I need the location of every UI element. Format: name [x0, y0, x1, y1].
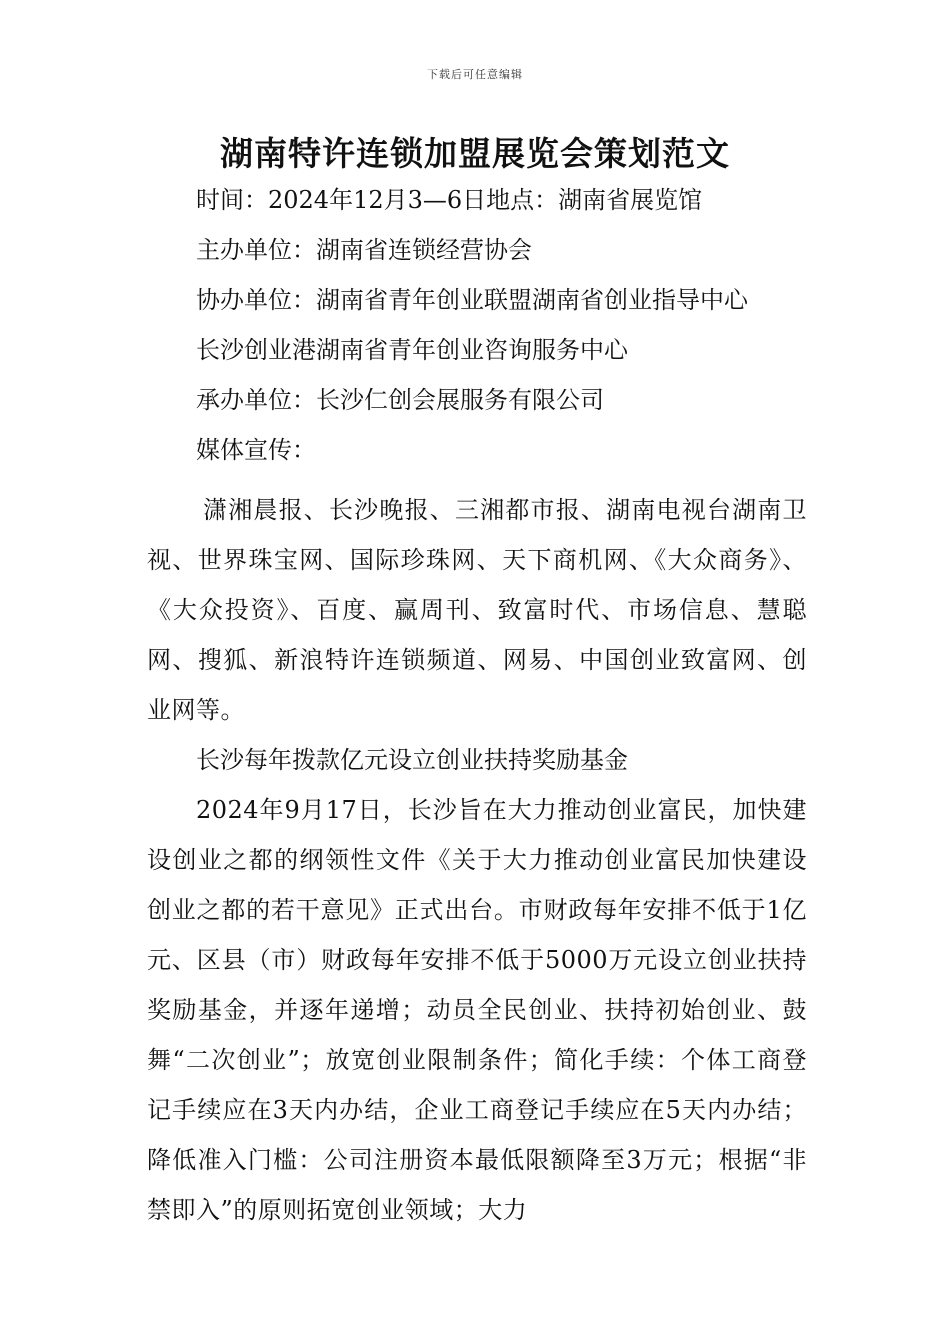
info-line-co-organizer-cont: 长沙创业港湖南省青年创业咨询服务中心: [196, 336, 628, 364]
section-subheading: 长沙每年拨款亿元设立创业扶持奖励基金: [196, 746, 628, 774]
info-line-media-label: 媒体宣传：: [196, 436, 316, 464]
info-line-undertaker: 承办单位：长沙仁创会展服务有限公司: [196, 386, 604, 414]
info-line-organizer: 主办单位：湖南省连锁经营协会: [196, 236, 532, 264]
info-line-co-organizer: 协办单位：湖南省青年创业联盟湖南省创业指导中心: [196, 286, 748, 314]
document-body: [147, 175, 807, 1235]
info-line-time-location: 时间：2024年12月3—6日地点：湖南省展览馆: [196, 186, 703, 214]
document-title: 湖南特许连锁加盟展览会策划范文: [220, 134, 730, 173]
media-paragraph: 潇湘晨报、长沙晚报、三湘都市报、湖南电视台湖南卫视、世界珠宝网、国际珍珠网、天下商机网、《大众商务》、《大众投资》、百度、赢周刊、致富时代、市场信息、慧聪网、搜狐、新浪特许连锁频道、网易、中国创业致富网、创业网等。: [147, 496, 807, 724]
main-paragraph: 2024年9月17日，长沙旨在大力推动创业富民，加快建设创业之都的纲领性文件《关于大力推动创业富民加快建设创业之都的若干意见》正式出台。市财政每年安排不低于1亿元、区县（市）财政每年安排不低于5000万元设立创业扶持奖励基金，并逐年递增；动员全民创业、扶持初始创业、鼓舞“二次创业”；放宽创业限制条件；简化手续：个体工商登记手续应在3天内办结，企业工商登记手续应在5天内办结；降低准入门槛：公司注册资本最低限额降至3万元；根据“非禁即入”的原则拓宽创业领域；大力: [147, 796, 807, 1224]
header-note: 下载后可任意编辑: [427, 68, 523, 81]
